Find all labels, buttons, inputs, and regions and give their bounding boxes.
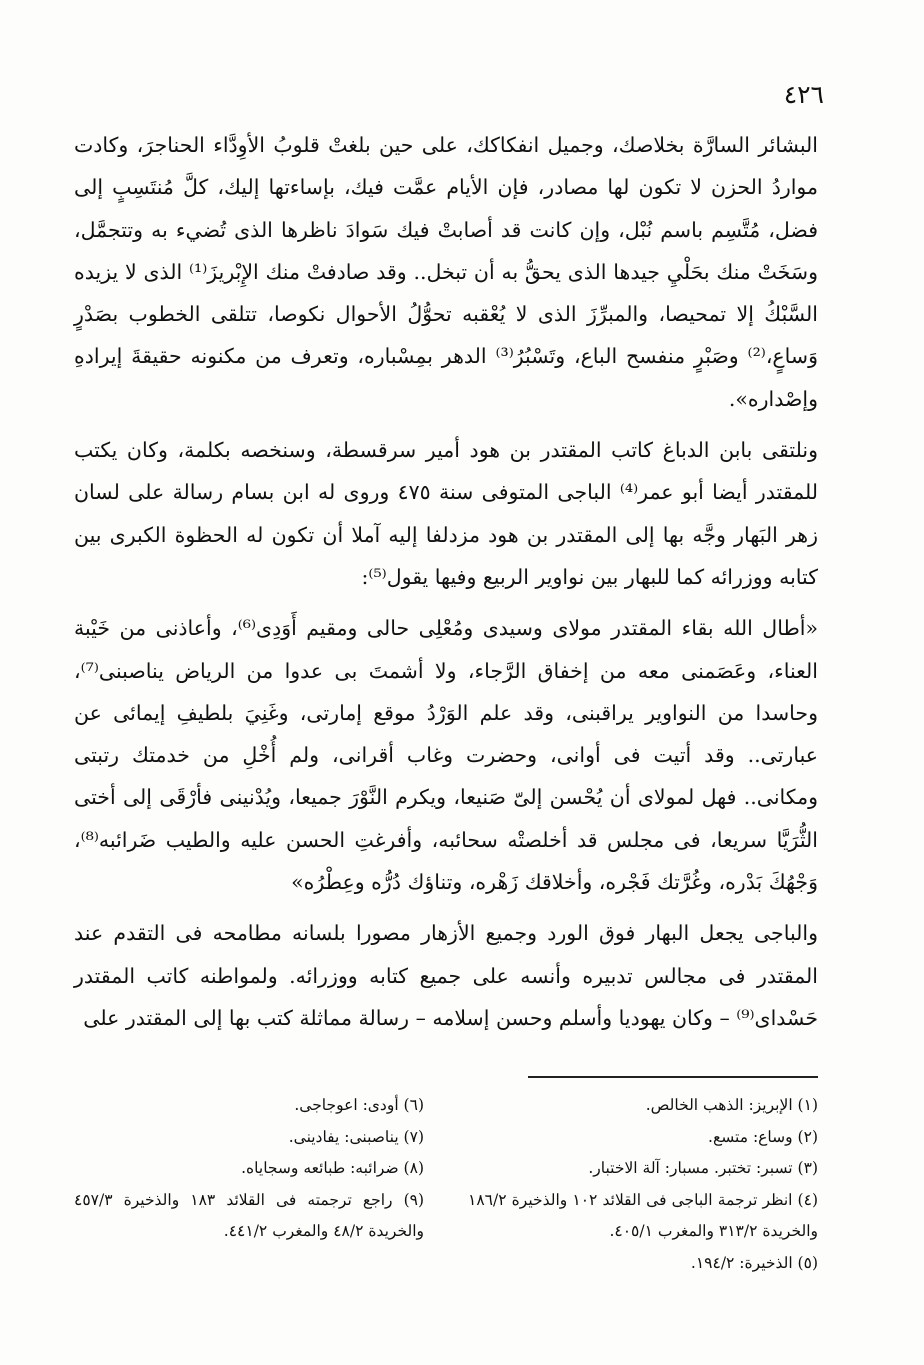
paragraph: «أطال الله بقاء المقتدر مولاى وسيدى ومُعْلِى حالى ومقيم أَوَدِى⁽⁶⁾، وأعاذنى من خَيْبة العناء، وعَصَمنى معه من إخفاق الرَّجاء، ولا أشمتَ بى عدوا من الرياض يناصبنى⁽⁷⁾، وحاسدا من النواوير يراقبنى، وقد علم الوَرْدُ موقع إمارتى، وغَنِيَ بلطيفِ إيمائى عن عبارتى.. وقد أتيت فى أوانى، وحضرت وغاب أقرانى، ولم أُخْلِ من خدمتك رتبتى ومكانى.. فهل لمولاى أن يُحْسن إلىّ صَنيعا، ويكرم النَّوْرَ جميعا، ويُدْنينى فأرْقَى إلى أختى الثُّرَيَّا سريعا، فى مجلس قد أخلصتْه سحائبه، وأفرغتِ الحسن عليه والطيب ضَرائبه⁽⁸⁾، وَجْهُكَ بَدْره، وغُرَّتك فَجْره، وأخلاقك زَهْره، وتناؤك دُرُّه وعِطْرُه» bbox=[74, 616, 818, 895]
footnote: (٨) ضرائبه: طبائعه وسجاياه. bbox=[241, 1159, 424, 1177]
paragraph: والباجى يجعل البهار فوق الورد وجميع الأزهار مصورا بلسانه مطامحه فى التقدم عند المقتدر فى مجالس تدبيره وأنسه على جميع كتابه ووزرائه. ولمواطنه كاتب المقتدر حَسْداى⁽⁹⁾ – وكان يهوديا وأسلم وحسن إسلامه – رسالة مماثلة كتب بها إلى المقتدر على bbox=[74, 921, 818, 1030]
footnote: (٣) تسبر: تختبر. مسبار: آلة الاختبار. bbox=[588, 1159, 818, 1177]
paragraph: البشائر السارَّة بخلاصك، وجميل انفكاكك، على حين بلغتْ قلوبُ الأوِدَّاء الحناجرَ، وكادت مواردُ الحزن لا تكون لها مصادر، فإن الأيام عمَّت فيك، بإساءتها إليك، كلَّ مُنتَسِبٍ إلى فضل، مُتَّسِم باسم نُبْل، وإن كانت قد أصابتْ فيك سَوادَ ناظرها الذى تُضيء به وتتجمَّل، وسَخَتْ منك بحَلْيِ جيدها الذى يحقُّ به أن تبخل.. وقد صادفتْ منك الإِبْريزَ⁽¹⁾ الذى لا يزيده السَّبْكُ إلا تمحيصا، والمبرِّزَ الذى لا يُعْقبه تحوُّلُ الأحوال نكوصا، تتلقى الخطوب بصَدْرٍ وَساعٍ،⁽²⁾ وصَبْرٍ منفسح الباع، وتَسْبُرُ⁽³⁾ الدهر بمِسْباره، وتعرف من مكنونه حقيقةَ إيرادهِ وإصْداره». bbox=[74, 133, 818, 411]
footnote: (٤) انظر ترجمة الباجى فى القلائد ١٠٢ والذخيرة ١٨٦/٢ والخريدة ٣١٣/٢ والمغرب ٤٠٥/١. bbox=[468, 1190, 818, 1240]
footnote-divider bbox=[528, 1076, 818, 1078]
page-number: ٤٢٦ bbox=[783, 80, 824, 109]
footnote: (١) الإبريز: الذهب الخالص. bbox=[645, 1096, 818, 1114]
footnotes-left-column bbox=[74, 1090, 424, 1248]
footnote: (٩) راجع ترجمته فى القلائد ١٨٣ والذخيرة ٤٥٧/٣ والخريدة ٤٨/٢ والمغرب ٤٤١/٢. bbox=[74, 1190, 425, 1240]
footnote: (٦) أودى: اعوجاجى. bbox=[294, 1096, 424, 1114]
body-text bbox=[74, 124, 818, 1039]
footnote: (٥) الذخيرة: ١٩٤/٢. bbox=[690, 1253, 818, 1272]
paragraph: ونلتقى بابن الدباغ كاتب المقتدر بن هود أمير سرقسطة، وسنخصه بكلمة، وكان يكتب للمقتدر أيضا أبو عمر⁽⁴⁾ الباجى المتوفى سنة ٤٧٥ وروى له ابن بسام رسالة على لسان زهر البَهار وجَّه بها إلى المقتدر بن هود مزدلفا إليه آملا أن تكون له الحظوة الكبرى بين كتابه ووزرائه كما للبهار بين نواوير الربيع وفيها يقول⁽⁵⁾: bbox=[74, 438, 818, 589]
footnote: (٢) وساع: متسع. bbox=[708, 1127, 818, 1146]
footnote: (٧) يناصبنى: يفادينى. bbox=[288, 1127, 424, 1146]
footnotes-right-column bbox=[468, 1090, 818, 1279]
